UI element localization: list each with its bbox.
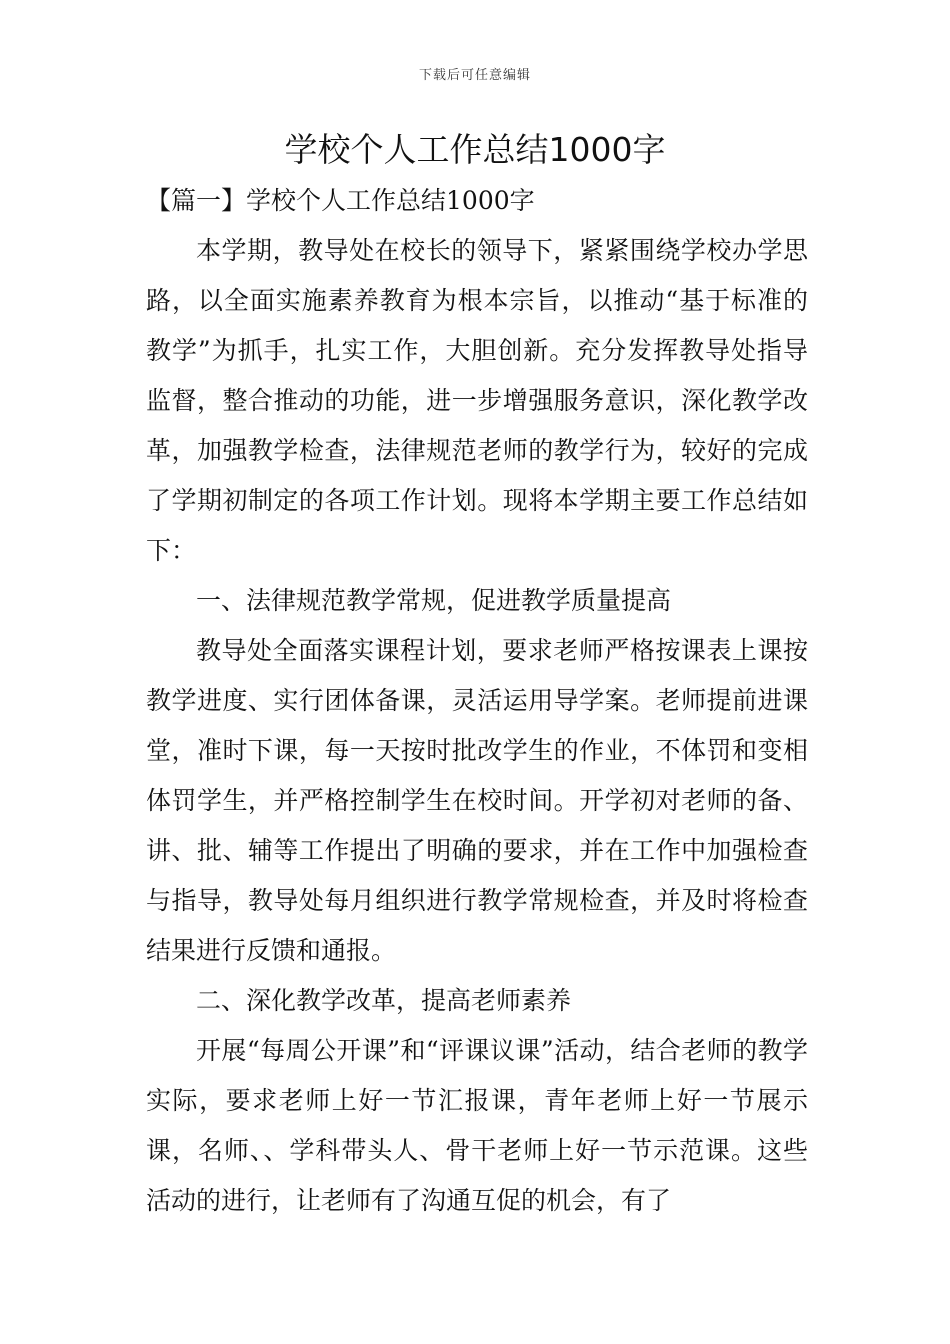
paragraph-section-2: 开展“每周公开课”和“评课议课”活动，结合老师的教学实际，要求老师上好一节汇报课，青年老师上好一节展示课，名师、、学科带头人、骨干老师上好一节示范课。这些活动的进行，让老师有了沟通互促的机会，有了	[146, 1036, 808, 1215]
section-heading-2: 二、深化教学改革，提高老师素养	[196, 986, 572, 1015]
header-note: 下载后可任意编辑	[418, 68, 531, 83]
section-heading-1: 一、法律规范教学常规，促进教学质量提高	[196, 586, 672, 615]
document-title: 学校个人工作总结1000字	[284, 130, 666, 169]
section-label: 【篇一】学校个人工作总结1000字	[146, 186, 535, 215]
document-body	[146, 176, 808, 1226]
paragraph-section-1: 教导处全面落实课程计划，要求老师严格按课表上课按教学进度、实行团体备课，灵活运用导学案。老师提前进课堂，准时下课，每一天按时批改学生的作业，不体罚和变相体罚学生，并严格控制学生在校时间。开学初对老师的备、讲、批、辅等工作提出了明确的要求，并在工作中加强检查与指导，教导处每月组织进行教学常规检查，并及时将检查结果进行反馈和通报。	[146, 636, 808, 965]
paragraph-intro: 本学期，教导处在校长的领导下，紧紧围绕学校办学思路，以全面实施素养教育为根本宗旨，以推动“基于标准的教学”为抓手，扎实工作，大胆创新。充分发挥教导处指导监督，整合推动的功能，进一步增强服务意识，深化教学改革，加强教学检查，法律规范老师的教学行为，较好的完成了学期初制定的各项工作计划。现将本学期主要工作总结如下：	[146, 236, 808, 565]
